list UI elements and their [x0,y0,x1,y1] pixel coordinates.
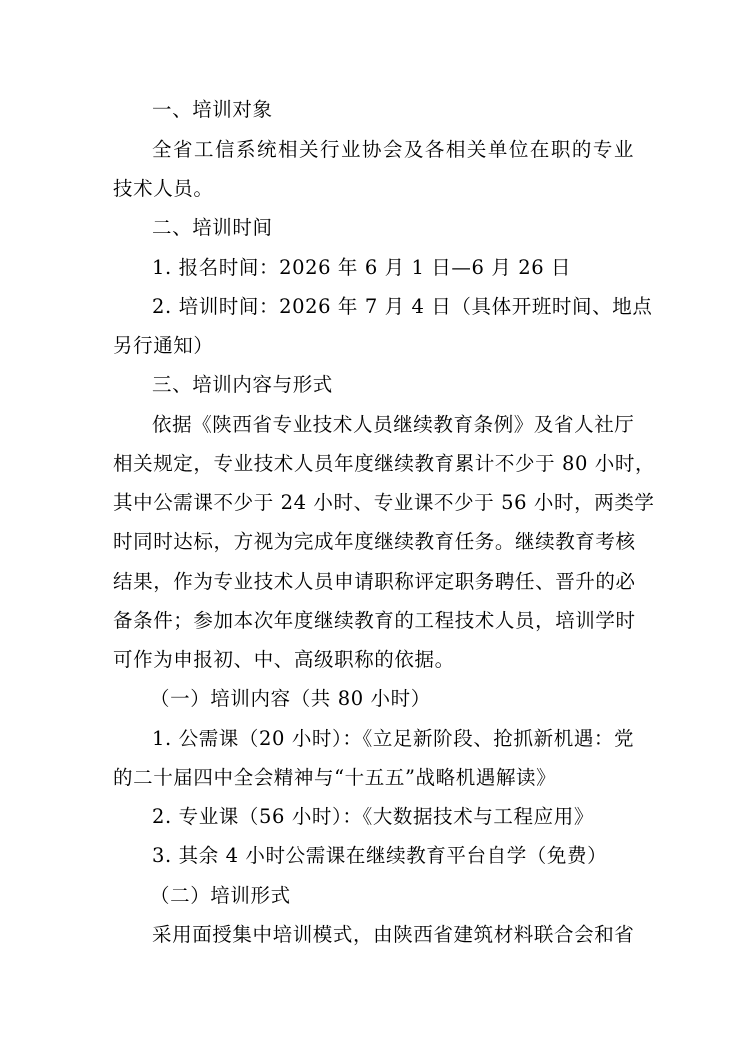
paragraph-line: 时同时达标，方视为完成年度继续教育任务。继续教育考核 [113,530,636,553]
heading-training-target: 一、培训对象 [152,98,273,121]
paragraph-line: 的二十届四中全会精神与“十五五”战略机遇解读》 [113,766,557,789]
list-item-training-time: 2. 培训时间：2026 年 7 月 4 日（具体开班时间、地点 [152,295,653,318]
paragraph-line: 另行通知） [113,334,214,357]
paragraph-line: 技术人员。 [113,177,214,200]
paragraph-line: 采用面授集中培训模式，由陕西省建筑材料联合会和省 [152,923,635,946]
paragraph-line: 备条件；参加本次年度继续教育的工程技术人员，培训学时 [113,609,636,632]
paragraph-line: 全省工信系统相关行业协会及各相关单位在职的专业 [152,138,634,161]
subheading-training-content: （一）培训内容（共 80 小时） [150,687,431,710]
subheading-training-form: （二）培训形式 [150,884,291,907]
list-item-registration-time: 1. 报名时间：2026 年 6 月 1 日—6 月 26 日 [152,256,572,279]
list-item-public-course: 1. 公需课（20 小时）：《立足新阶段、抢抓新机遇：党 [152,727,635,750]
list-item-professional-course: 2. 专业课（56 小时）：《大数据技术与工程应用》 [152,805,594,828]
paragraph-line: 其中公需课不少于 24 小时、专业课不少于 56 小时，两类学 [113,491,655,514]
paragraph-line: 结果，作为专业技术人员申请职称评定职务聘任、晋升的必 [113,570,636,593]
paragraph-line: 依据《陕西省专业技术人员继续教育条例》及省人社厅 [152,413,635,436]
heading-training-content-form: 三、培训内容与形式 [152,373,333,396]
heading-training-time: 二、培训时间 [152,216,273,239]
paragraph-line: 相关规定，专业技术人员年度继续教育累计不少于 80 小时， [113,452,656,475]
paragraph-line: 可作为申报初、中、高级职称的依据。 [113,648,455,671]
list-item-self-study: 3. 其余 4 小时公需课在继续教育平台自学（免费） [152,844,608,867]
